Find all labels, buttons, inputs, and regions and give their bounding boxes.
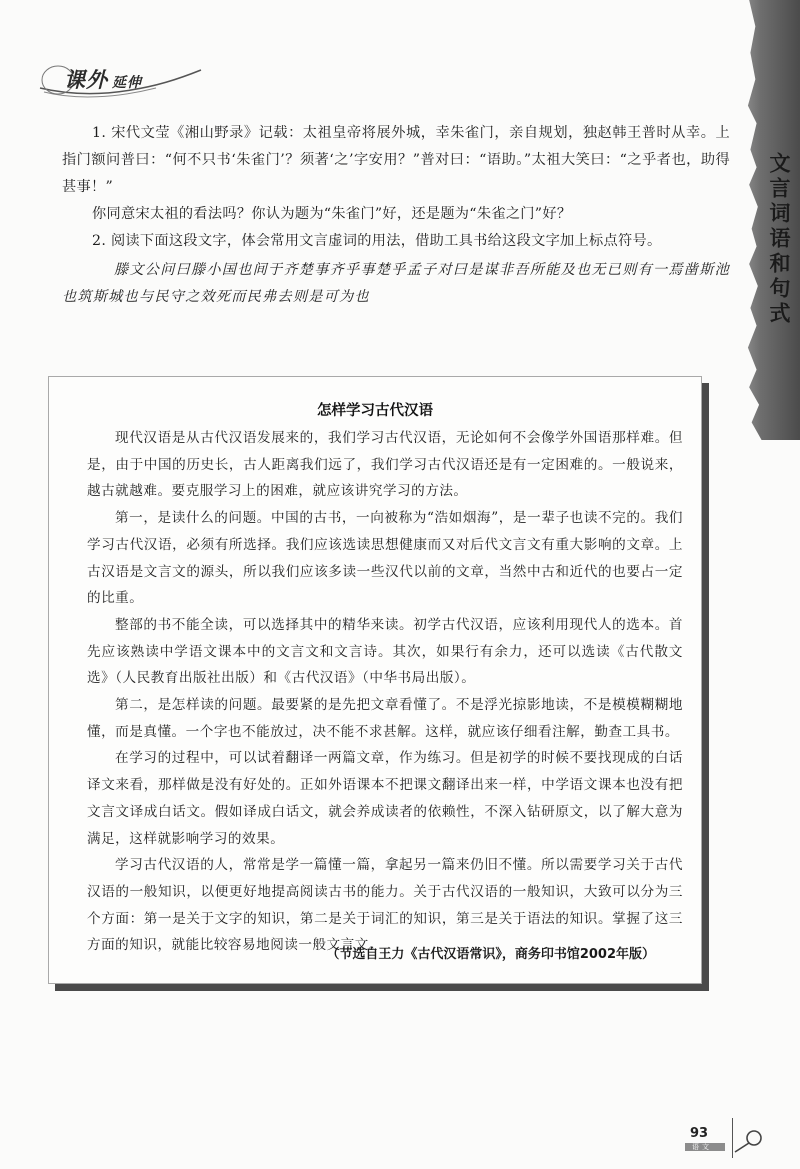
reading-body — [87, 425, 683, 959]
exercise-2-passage: 滕文公问曰滕小国也间于齐楚事齐乎事楚乎孟子对曰是谋非吾所能及也无已则有一焉凿斯池也筑斯城也与民守之效死而民弗去则是可为也 — [62, 262, 730, 305]
section-header — [36, 58, 206, 102]
reading-paragraph: 学习古代汉语的人，常常是学一篇懂一篇，拿起另一篇来仍旧不懂。所以需要学习关于古代汉语的一般知识，以便更好地提高阅读古书的能力。关于古代汉语的一般知识，大致可以分为三个方面：第一是关于文字的知识，第二是关于词汇的知识，第三是关于语法的知识。掌握了这三方面的知识，就能比较容易地阅读一般文言文。 — [87, 857, 683, 954]
reading-title: 怎样学习古代汉语 — [317, 403, 433, 419]
exercise-section — [62, 120, 730, 311]
reading-paragraph: 现代汉语是从古代汉语发展来的，我们学习古代汉语，无论如何不会像学外国语那样难。但是，由于中国的历史长，古人距离我们远了，我们学习古代汉语还是有一定困难的。一般说来，越古就越难。要克服学习上的困难，就应该讲究学习的方法。 — [87, 430, 683, 500]
page-subject-label: 语文 — [692, 1143, 712, 1151]
exercise-1-text: 1. 宋代文莹《湘山野录》记载：太祖皇帝将展外城，幸朱雀门，亲自规划，独赵韩王普时从幸。上指门额问普曰：“何不只书‘朱雀门’？须著‘之’字安用？”普对曰：“语助。”太祖大笑曰：“之乎者也，助得甚事！” — [62, 125, 730, 195]
reading-paragraph: 整部的书不能全读，可以选择其中的精华来读。初学古代汉语，应该利用现代人的选本。首先应该熟读中学语文课本中的文言文和文言诗。其次，如果行有余力，还可以选读《古代散文选》（人民教育出版社出版）和《古代汉语》（中华书局出版）。 — [87, 616, 683, 687]
reading-source: （节选自王力《古代汉语常识》，商务印书馆2002年版） — [326, 947, 655, 962]
reading-paragraph: 在学习的过程中，可以试着翻译一两篇文章，作为练习。但是初学的时候不要找现成的白话译文来看，那样做是没有好处的。正如外语课本不把课文翻译出来一样，中学语文课本也没有把文言文译成白话文。假如译成白话文，就会养成读者的依赖性，不深入钻研原文，以了解大意为满足，这样就影响学习的效果。 — [87, 750, 683, 847]
reading-box — [48, 376, 702, 984]
exercise-1-question: 你同意宋太祖的看法吗？你认为题为“朱雀门”好，还是题为“朱雀之门”好？ — [92, 206, 572, 222]
reading-paragraph: 第一，是读什么的问题。中国的古书，一向被称为“浩如烟海”，是一辈子也读不完的。我们学习古代汉语，必须有所选择。我们应该选读思想健康而又对后代文言文有重大影响的文章。上古汉语是文言文的源头，所以我们应该多读一些汉代以前的文章，当然中古和近代的也要占一定的比重。 — [87, 510, 683, 607]
magnifier-icon — [732, 1128, 766, 1154]
exercise-2-instruction: 2. 阅读下面这段文字，体会常用文言虚词的用法，借助工具书给这段文字加上标点符号。 — [92, 233, 662, 249]
page-footer — [670, 1118, 780, 1158]
page-number: 93 — [690, 1126, 709, 1141]
reading-paragraph: 第二，是怎样读的问题。最要紧的是先把文章看懂了。不是浮光掠影地读，不是模模糊糊地懂，而是真懂。一个字也不能放过，决不能不求甚解。这样，就应该仔细看注解，勤查工具书。 — [87, 697, 683, 740]
section-title-sub: 延伸 — [112, 75, 142, 91]
section-title — [64, 64, 142, 94]
section-title-main: 课外 — [64, 68, 108, 92]
chapter-side-label: 文言词语和句式 — [767, 152, 791, 327]
